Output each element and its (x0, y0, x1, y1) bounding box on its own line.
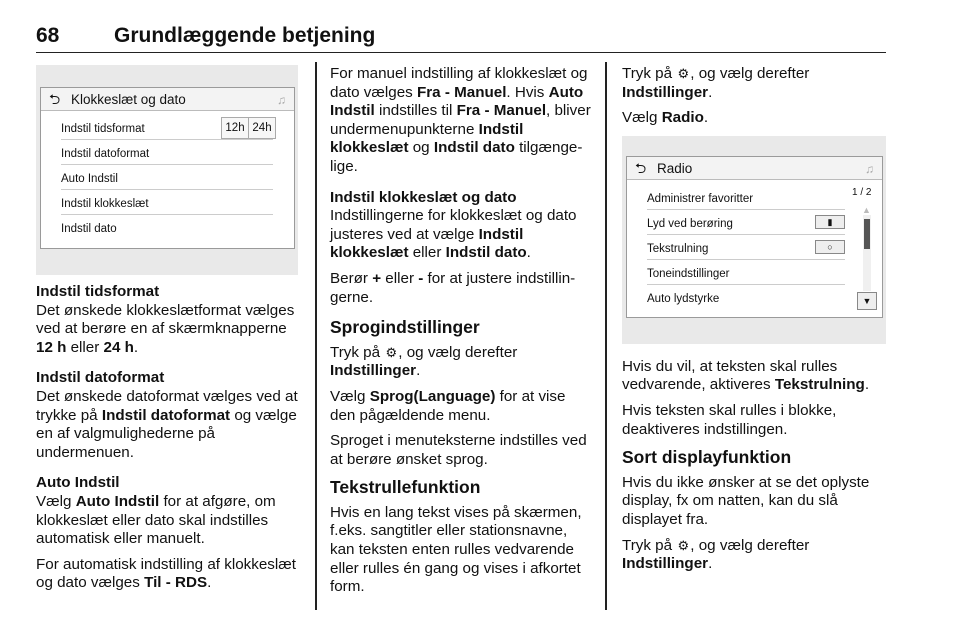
paragraph: Vælg Auto Indstil for at afgøre, om klokkeslæt eller dato skal indstilles automatisk eller manuelt. (36, 492, 276, 548)
settings-icon: ⚙ (677, 537, 690, 553)
paragraph: Det ønskede klokkeslætformat vælges ved at berøre en af skærmknapperne 12 h eller 24 h. (36, 301, 295, 356)
menu-row[interactable] (61, 215, 273, 239)
heading-klokkeslaet-dato: Indstil klokkeslæt og dato (330, 188, 517, 206)
scrollbar-thumb[interactable] (864, 219, 870, 249)
paragraph: Tryk på ⚙, og vælg derefter Indstillinger. (330, 343, 518, 380)
menu-row-label: Administrer favoritter (647, 192, 754, 205)
screen-title-bar (627, 157, 882, 180)
format-24h-button[interactable]: 24h (248, 117, 276, 139)
scrollbar[interactable] (863, 215, 871, 291)
page-header (36, 22, 886, 53)
column-divider (605, 62, 607, 610)
menu-row-label: Tekstrulning (647, 242, 709, 255)
heading-sort-displayfunktion: Sort displayfunktion (622, 447, 792, 468)
column-1 (36, 65, 306, 600)
menu-row-label: Indstil klokkeslæt (61, 198, 149, 210)
back-icon[interactable]: ⮌ (49, 91, 61, 107)
music-note-icon: ♫ (865, 161, 874, 176)
paragraph: Vælg Sprog(Language) for at vise den pågældende menu. (330, 387, 566, 424)
screen-title-bar (41, 88, 294, 111)
menu-row-label: Auto lydstyrke (647, 292, 720, 305)
menu-row[interactable] (61, 140, 273, 165)
page-number: 68 (36, 24, 60, 47)
checkbox[interactable]: ○ (815, 240, 845, 254)
figure-clock-date (36, 65, 298, 275)
scroll-up-icon[interactable]: ▲ (862, 204, 871, 215)
column-divider (315, 62, 317, 610)
menu-row-label: Toneindstillinger (647, 267, 730, 280)
paragraph: Hvis teksten skal rulles i blokke, deaktiveres indstillingen. (622, 401, 837, 438)
menu-row-label: Auto Indstil (61, 173, 118, 185)
menu-row-label: Indstil dato (61, 223, 117, 235)
scroll-down-button[interactable]: ▼ (857, 292, 877, 310)
paragraph: Det ønskede datoformat vælges ved at trykke på Indstil datoformat og vælge en af valgmulighederne på undermenuen. (36, 387, 298, 461)
column-3 (622, 65, 892, 581)
column-2 (330, 65, 592, 604)
heading-tekstrullefunktion: Tekstrullefunktion (330, 477, 481, 498)
paragraph: Hvis du vil, at teksten skal rulles vedvarende, aktiveres Tekstrulning. (622, 357, 870, 394)
menu-row[interactable] (61, 165, 273, 190)
screen-title: Radio (657, 160, 693, 176)
settings-icon: ⚙ (385, 344, 398, 360)
menu-row[interactable] (647, 185, 845, 210)
screen-title: Klokkeslæt og dato (71, 92, 186, 107)
menu-row[interactable] (61, 115, 273, 140)
back-icon[interactable]: ⮌ (635, 159, 647, 176)
paragraph: Vælg Radio. (622, 109, 709, 127)
format-12h-button[interactable]: 12h (221, 117, 249, 139)
settings-icon: ⚙ (677, 66, 690, 81)
paragraph: Hvis en lang tekst vises på skærmen, f.eks. sangtitler eller stationsnavne, kan teksten enten rulles vedvarende eller rulles én gang og vises i afkortet form. (330, 503, 582, 596)
music-note-icon: ♫ (277, 93, 286, 107)
page-indicator: 1 / 2 (852, 186, 872, 198)
heading-sprogindstillinger: Sprogindstillinger (330, 317, 480, 338)
figure-radio-settings (622, 136, 886, 344)
paragraph: For manuel indstilling af klokkeslæt og dato vælges Fra - Manuel. Hvis Auto Indstil indstilles til Fra - Manuel, bliver undermenupunkterne Indstil klokkeslæt og Indstil dato tilgængelige. (330, 65, 591, 175)
screen-frame (626, 156, 883, 318)
menu-row[interactable] (647, 235, 845, 260)
paragraph: Sproget i menuteksterne indstilles ved at berøre ønsket sprog. (330, 432, 587, 468)
paragraph: Tryk på ⚙, og vælg derefter Indstillinger. (622, 536, 810, 573)
paragraph: Tryk på ⚙, og vælg derefter Indstillinger. (622, 65, 810, 101)
menu-row[interactable] (647, 260, 845, 285)
page-title: Grundlæggende betjening (114, 24, 376, 47)
screen-frame (40, 87, 295, 249)
menu-row[interactable] (61, 190, 273, 215)
menu-row-label: Indstil datoformat (61, 148, 150, 160)
menu-row-label: Indstil tidsformat (61, 123, 145, 135)
heading-auto-indstil: Auto Indstil (36, 474, 120, 492)
paragraph: Indstillingerne for klokkeslæt og dato justeres ved at vælge Indstil klokkeslæt eller Indstil dato. (330, 207, 577, 262)
heading-tidsformat: Indstil tidsformat (36, 283, 160, 300)
menu-row[interactable] (647, 210, 845, 235)
toggle-switch[interactable]: ▮ (815, 215, 845, 229)
paragraph: Berør + eller - for at justere indstillingerne. (330, 269, 576, 306)
heading-datoformat: Indstil datoformat (36, 369, 165, 387)
paragraph: Hvis du ikke ønsker at se det oplyste display, fx om natten, kan du slå displayet fra. (622, 473, 870, 528)
menu-row[interactable] (647, 285, 845, 309)
paragraph: For automatisk indstilling af klokkeslæt og dato vælges Til - RDS. (36, 555, 296, 592)
menu-row-label: Lyd ved berøring (647, 217, 733, 230)
